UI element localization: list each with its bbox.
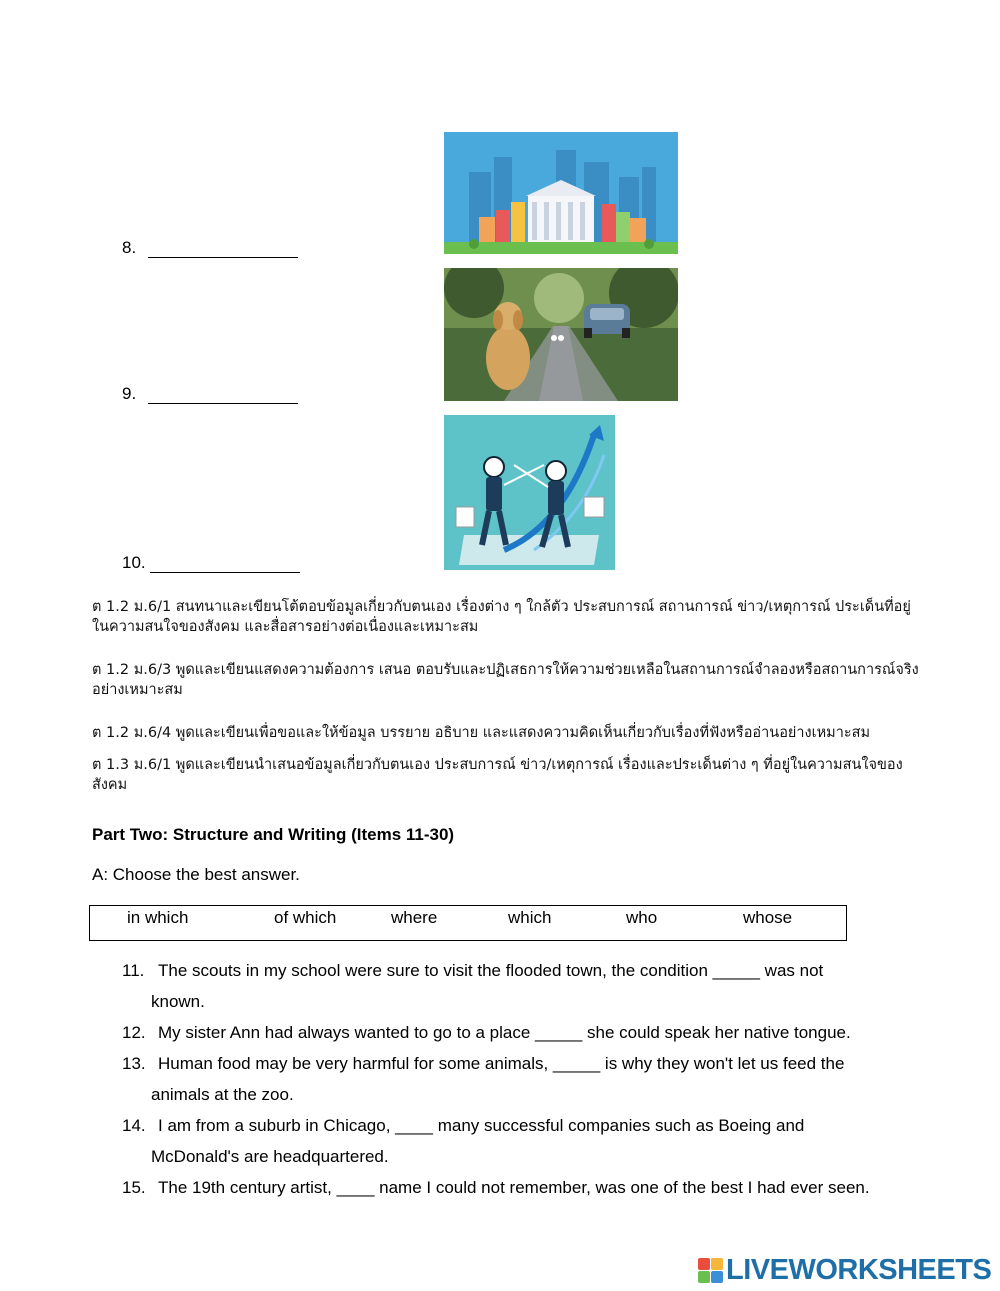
word-bank bbox=[89, 905, 847, 941]
city-hall-picture bbox=[444, 132, 678, 254]
answer-blank[interactable] bbox=[150, 557, 300, 573]
question-text: The 19th century artist, ____ name I could not remember, was one of the best I had ever seen. bbox=[158, 1178, 870, 1197]
question-number: 12. bbox=[122, 1023, 146, 1042]
question-text: My sister Ann had always wanted to go to a place _____ she could speak her native tongue. bbox=[158, 1023, 851, 1042]
question-14 bbox=[122, 1110, 922, 1172]
word-option: in which bbox=[127, 908, 189, 927]
word-option: whose bbox=[743, 908, 793, 927]
part-title: Part Two: Structure and Writing (Items 11-30) bbox=[92, 825, 455, 844]
question-text: The scouts in my school were sure to visit the flooded town, the condition _____ was not bbox=[158, 961, 824, 980]
item-number: 9. bbox=[122, 384, 137, 403]
question-15 bbox=[122, 1172, 922, 1203]
question-text: I am from a suburb in Chicago, ____ many successful companies such as Boeing and bbox=[158, 1116, 805, 1135]
question-number: 14. bbox=[122, 1116, 146, 1135]
word-option: which bbox=[508, 908, 552, 927]
standard-1: ต 1.2 ม.6/1 สนทนาและเขียนโต้ตอบข้อมูลเกี่ยวกับตนเอง เรื่องต่าง ๆ ใกล้ตัว ประสบการณ์ สถานการณ์ ข่าว/เหตุการณ์ ประเด็นที่อยู่ในความสนใจของสังคม และสื่อสารอย่างต่อเนื่องและเหมาะสม bbox=[92, 599, 911, 635]
question-text: Human food may be very harmful for some animals, _____ is why they won't let us feed the bbox=[158, 1054, 845, 1073]
item-number: 10. bbox=[122, 553, 146, 572]
logo-cubes-icon bbox=[698, 1258, 723, 1283]
question-number: 11. bbox=[122, 961, 145, 980]
dog-on-road-picture bbox=[444, 268, 678, 401]
answer-blank[interactable] bbox=[148, 388, 298, 404]
item-number: 8. bbox=[122, 238, 137, 257]
liveworksheets-logo bbox=[698, 1254, 991, 1286]
standard-4: ต 1.3 ม.6/1 พูดและเขียนนำเสนอข้อมูลเกี่ยวกับตนเอง ประสบการณ์ ข่าว/เหตุการณ์ เรื่องและประเด็นต่าง ๆ ที่อยู่ในความสนใจของสังคม bbox=[92, 757, 903, 793]
item-9 bbox=[122, 384, 298, 404]
question-number: 13. bbox=[122, 1054, 146, 1073]
question-12 bbox=[122, 1017, 922, 1048]
question-number: 15. bbox=[122, 1178, 146, 1197]
word-option: who bbox=[626, 908, 658, 927]
item-10 bbox=[122, 553, 300, 573]
question-text-cont: animals at the zoo. bbox=[151, 1085, 294, 1104]
standard-3: ต 1.2 ม.6/4 พูดและเขียนเพื่อขอและให้ข้อมูล บรรยาย อธิบาย และแสดงความคิดเห็นเกี่ยวกับเรื่องที่ฟังหรืออ่านอย่างเหมาะสม bbox=[92, 725, 871, 741]
instruction: A: Choose the best answer. bbox=[92, 865, 300, 884]
question-text-cont: McDonald's are headquartered. bbox=[151, 1147, 389, 1166]
business-fencing-picture bbox=[444, 415, 615, 570]
word-option: where bbox=[391, 908, 438, 927]
question-11 bbox=[122, 955, 922, 1017]
question-text-cont: known. bbox=[151, 992, 205, 1011]
word-option: of which bbox=[274, 908, 337, 927]
answer-blank[interactable] bbox=[148, 242, 298, 258]
question-13 bbox=[122, 1048, 922, 1110]
item-8 bbox=[122, 238, 298, 258]
logo-text: LIVEWORKSHEETS bbox=[726, 1253, 992, 1286]
standard-2: ต 1.2 ม.6/3 พูดและเขียนแสดงความต้องการ เสนอ ตอบรับและปฏิเสธการให้ความช่วยเหลือในสถานการณ์จำลองหรือสถานการณ์จริงอย่างเหมาะสม bbox=[92, 662, 919, 698]
